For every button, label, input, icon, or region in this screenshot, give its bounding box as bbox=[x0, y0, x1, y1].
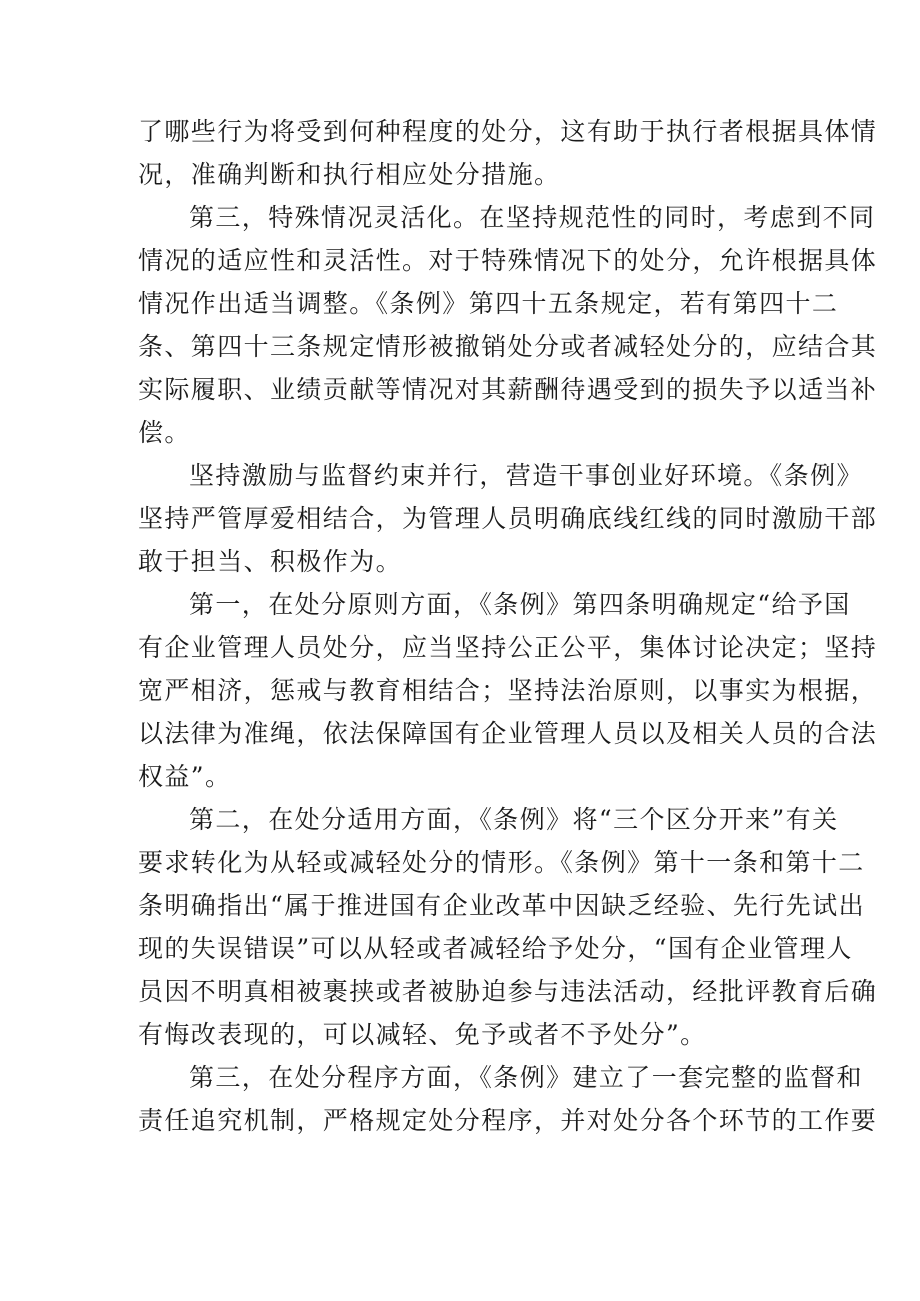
text-line: 有悔改表现的，可以减轻、免予或者不予处分”。 bbox=[138, 1020, 707, 1049]
text-line: 情况的适应性和灵活性。对于特殊情况下的处分，允许根据具体 bbox=[138, 246, 878, 275]
paragraph-start-line: 第二，在处分适用方面，《条例》将“三个区分开来”有关 bbox=[189, 805, 839, 834]
text-line: 敢于担当、积极作为。 bbox=[138, 547, 403, 576]
paragraph-start-line: 第三，特殊情况灵活化。在坚持规范性的同时，考虑到不同 bbox=[189, 203, 876, 232]
document-body bbox=[138, 110, 878, 1142]
paragraph-start-line: 坚持激励与监督约束并行，营造干事创业好环境。《条例》 bbox=[189, 461, 863, 490]
text-line: 条、第四十三条规定情形被撤销处分或者减轻处分的，应结合其 bbox=[138, 332, 878, 361]
text-line: 权益”。 bbox=[138, 762, 232, 791]
text-line: 有企业管理人员处分，应当坚持公正公平，集体讨论决定；坚持 bbox=[138, 633, 878, 662]
text-line: 条明确指出“属于推进国有企业改革中因缺乏经验、先行先试出 bbox=[138, 891, 865, 920]
text-line: 情况作出适当调整。《条例》第四十五条规定，若有第四十二 bbox=[138, 289, 839, 318]
text-line: 况，准确判断和执行相应处分措施。 bbox=[138, 160, 561, 189]
text-line: 实际履职、业绩贡献等情况对其薪酬待遇受到的损失予以适当补 bbox=[138, 375, 878, 404]
text-line: 偿。 bbox=[138, 418, 191, 447]
text-line: 员因不明真相被裹挟或者被胁迫参与违法活动，经批评教育后确 bbox=[138, 977, 878, 1006]
paragraph-start-line: 第三，在处分程序方面，《条例》建立了一套完整的监督和 bbox=[189, 1063, 863, 1092]
text-line: 以法律为准绳，依法保障国有企业管理人员以及相关人员的合法 bbox=[138, 719, 878, 748]
text-line: 现的失误错误”可以从轻或者减轻给予处分，“国有企业管理人 bbox=[138, 934, 853, 963]
text-line: 坚持严管厚爱相结合，为管理人员明确底线红线的同时激励干部 bbox=[138, 504, 878, 533]
text-line: 宽严相济，惩戒与教育相结合；坚持法治原则，以事实为根据， bbox=[138, 676, 878, 705]
text-line: 责任追究机制，严格规定处分程序，并对处分各个环节的工作要 bbox=[138, 1106, 878, 1135]
paragraph-start-line: 第一，在处分原则方面，《条例》第四条明确规定“给予国 bbox=[189, 590, 851, 619]
text-line: 了哪些行为将受到何种程度的处分，这有助于执行者根据具体情 bbox=[138, 117, 878, 146]
text-line: 要求转化为从轻或减轻处分的情形。《条例》第十一条和第十二 bbox=[138, 848, 865, 877]
